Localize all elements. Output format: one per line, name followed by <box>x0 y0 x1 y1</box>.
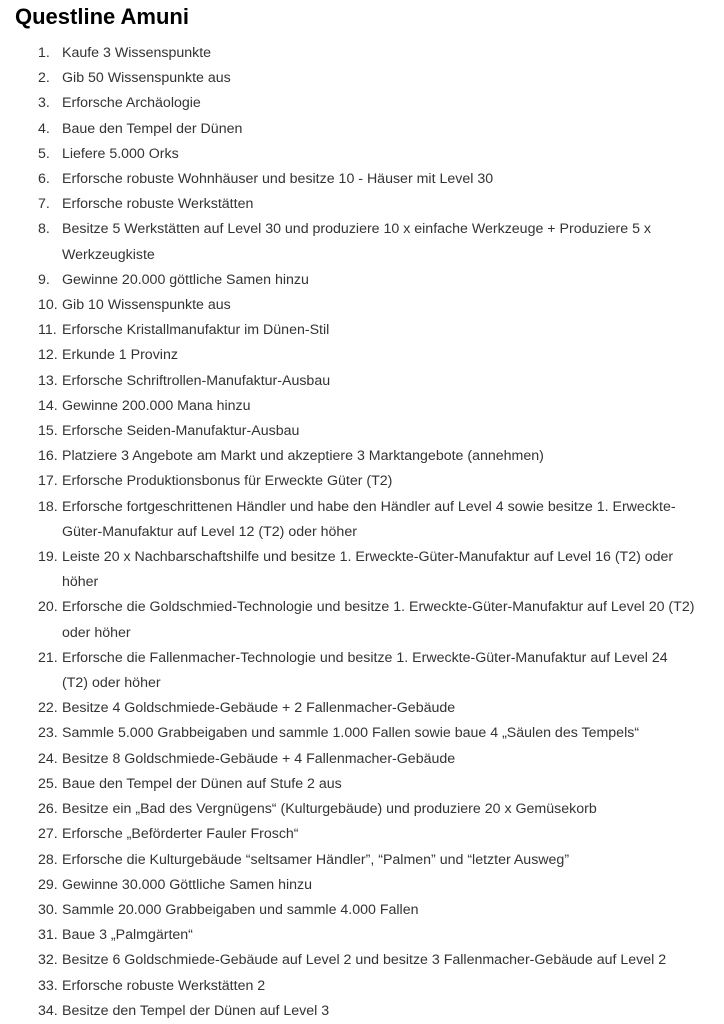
quest-item-text: Erforsche Produktionsbonus für Erweckte Güter (T2) <box>62 473 393 490</box>
quest-item-number: 14. <box>38 397 58 414</box>
quest-item <box>0 721 710 746</box>
quest-item-text: Erforsche die Goldschmied-Technologie und besitze 1. Erweckte-Güter-Manufaktur auf Level 20 (T2) oder höher <box>62 599 695 641</box>
quest-item <box>0 318 710 343</box>
quest-item-text: Erforsche Schriftrollen-Manufaktur-Ausbau <box>62 372 331 389</box>
quest-item-number: 25. <box>38 775 58 792</box>
quest-item <box>0 898 710 923</box>
quest-item-text: Besitze den Tempel der Dünen auf Level 3 <box>62 1002 330 1019</box>
quest-item-text: Erforsche robuste Werkstätten 2 <box>62 977 266 994</box>
quest-item-text: Erforsche die Kulturgebäude “seltsamer Händler”, “Palmen” und “letzter Ausweg” <box>62 851 570 868</box>
quest-item-text: Gewinne 20.000 göttliche Samen hinzu <box>62 271 309 288</box>
quest-item <box>0 696 710 721</box>
quest-item-text: Kaufe 3 Wissenspunkte <box>62 45 212 61</box>
quest-item-text: Liefere 5.000 Orks <box>62 145 179 162</box>
quest-item <box>0 91 710 116</box>
quest-item-number: 21. <box>38 649 58 666</box>
quest-item <box>0 444 710 469</box>
quest-item-number: 5. <box>38 145 50 162</box>
quest-item <box>0 595 710 645</box>
quest-item-text: Leiste 20 x Nachbarschaftshilfe und besitze 1. Erweckte-Güter-Manufaktur auf Level 16 (T2) oder höher <box>62 549 674 591</box>
quest-item-text: Erkunde 1 Provinz <box>62 347 178 364</box>
quest-item-text: Gib 10 Wissenspunkte aus <box>62 297 231 314</box>
quest-item <box>0 343 710 368</box>
quest-item-number: 11. <box>38 322 57 339</box>
document-title: Questline Amuni <box>15 4 189 29</box>
quest-item-number: 18. <box>38 498 58 515</box>
quest-item <box>0 469 710 494</box>
quest-item <box>0 545 710 595</box>
quest-item-text: Erforsche Seiden-Manufaktur-Ausbau <box>62 423 300 440</box>
quest-item <box>0 974 710 999</box>
quest-item <box>0 772 710 797</box>
quest-item-number: 29. <box>38 876 58 893</box>
quest-item <box>0 873 710 898</box>
quest-item <box>0 394 710 419</box>
quest-item <box>0 167 710 192</box>
quest-item-text: Besitze ein „Bad des Vergnügens“ (Kulturgebäude) und produziere 20 x Gemüsekorb <box>62 801 597 818</box>
quest-item <box>0 268 710 293</box>
quest-item-number: 4. <box>38 120 50 137</box>
quest-item-number: 24. <box>38 750 58 767</box>
quest-item <box>0 999 710 1024</box>
quest-item-number: 16. <box>38 448 58 465</box>
quest-item-number: 23. <box>38 725 58 742</box>
quest-item-number: 19. <box>38 549 58 566</box>
quest-item-number: 28. <box>38 851 58 868</box>
quest-item <box>0 192 710 217</box>
quest-item-text: Gewinne 30.000 Göttliche Samen hinzu <box>62 876 313 893</box>
quest-item-text: Besitze 6 Goldschmiede-Gebäude auf Level 2 und besitze 3 Fallenmacher-Gebäude auf Level 2 <box>62 952 667 969</box>
quest-item <box>0 948 710 973</box>
quest-item-text: Besitze 5 Werkstätten auf Level 30 und produziere 10 x einfache Werkzeuge + Produziere 5 x Werkzeugkiste <box>62 221 651 263</box>
quest-item-text: Erforsche robuste Werkstätten <box>62 196 254 213</box>
quest-item-number: 9. <box>38 271 50 288</box>
quest-item-number: 8. <box>38 221 50 238</box>
quest-item <box>0 66 710 91</box>
quest-item-number: 7. <box>38 196 50 213</box>
quest-list <box>0 41 710 1024</box>
quest-item-number: 13. <box>38 372 58 389</box>
quest-item-text: Baue 3 „Palmgärten“ <box>62 927 193 944</box>
quest-item <box>0 848 710 873</box>
quest-item-number: 6. <box>38 171 50 188</box>
quest-item-number: 34. <box>38 1002 58 1019</box>
quest-item-text: Gib 50 Wissenspunkte aus <box>62 70 231 87</box>
quest-item-number: 2. <box>38 70 50 87</box>
quest-item-text: Besitze 4 Goldschmiede-Gebäude + 2 Fallenmacher-Gebäude <box>62 700 456 717</box>
quest-item <box>0 142 710 167</box>
quest-item-text: Besitze 8 Goldschmiede-Gebäude + 4 Fallenmacher-Gebäude <box>62 750 456 767</box>
quest-item-text: Erforsche „Beförderter Fauler Frosch“ <box>62 826 299 843</box>
quest-item <box>0 822 710 847</box>
quest-item-number: 22. <box>38 700 58 717</box>
quest-item-text: Erforsche robuste Wohnhäuser und besitze 10 - Häuser mit Level 30 <box>62 171 494 188</box>
quest-item <box>0 495 710 545</box>
quest-item-number: 27. <box>38 826 58 843</box>
quest-item <box>0 41 710 66</box>
quest-item-text: Baue den Tempel der Dünen <box>62 120 243 137</box>
quest-item <box>0 923 710 948</box>
quest-item-number: 1. <box>38 45 50 61</box>
quest-item <box>0 646 710 696</box>
quest-item-text: Platziere 3 Angebote am Markt und akzeptiere 3 Marktangebote (annehmen) <box>62 448 544 465</box>
quest-item-number: 15. <box>38 423 58 440</box>
quest-item-number: 10. <box>38 297 58 314</box>
quest-item-text: Erforsche fortgeschrittenen Händler und habe den Händler auf Level 4 sowie besitze 1. Erweckte-Güter-Manufaktur auf Level 12 (T2) oder höher <box>62 498 676 540</box>
quest-item <box>0 217 710 267</box>
quest-item <box>0 293 710 318</box>
quest-item-number: 12. <box>38 347 58 364</box>
quest-item-text: Baue den Tempel der Dünen auf Stufe 2 aus <box>62 775 342 792</box>
quest-item-text: Gewinne 200.000 Mana hinzu <box>62 397 251 414</box>
quest-item-number: 30. <box>38 901 58 918</box>
quest-item <box>0 369 710 394</box>
quest-item <box>0 117 710 142</box>
quest-item-number: 32. <box>38 952 58 969</box>
quest-item-text: Erforsche die Fallenmacher-Technologie und besitze 1. Erweckte-Güter-Manufaktur auf Level 24 (T2) oder höher <box>62 649 668 692</box>
quest-item-number: 33. <box>38 977 58 994</box>
quest-item <box>0 419 710 444</box>
quest-item-text: Sammle 5.000 Grabbeigaben und sammle 1.000 Fallen sowie baue 4 „Säulen des Tempels“ <box>62 725 640 742</box>
quest-item-number: 3. <box>38 95 50 112</box>
quest-item <box>0 747 710 772</box>
quest-item <box>0 797 710 822</box>
quest-item-text: Sammle 20.000 Grabbeigaben und sammle 4.000 Fallen <box>62 901 419 918</box>
quest-item-number: 26. <box>38 801 58 818</box>
quest-item-text: Erforsche Archäologie <box>62 95 201 112</box>
quest-item-number: 17. <box>38 473 58 490</box>
quest-item-number: 31. <box>38 927 58 944</box>
quest-item-number: 20. <box>38 599 58 616</box>
quest-item-text: Erforsche Kristallmanufaktur im Dünen-Stil <box>62 322 330 339</box>
